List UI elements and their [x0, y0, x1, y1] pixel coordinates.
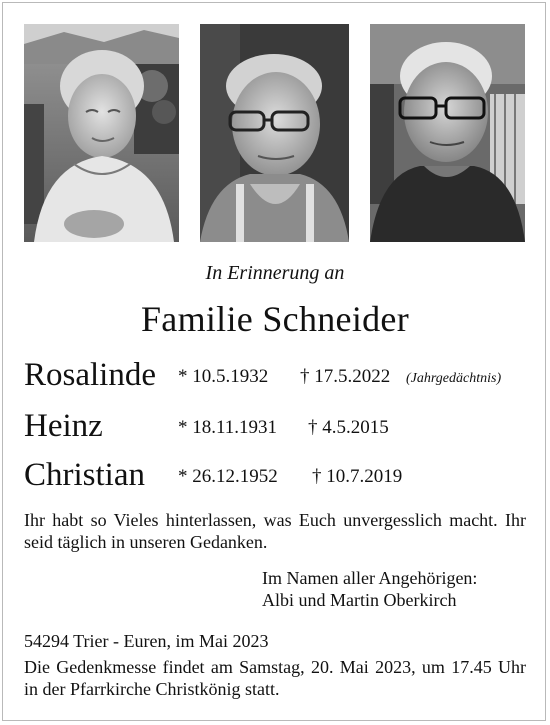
- person-name: Rosalinde: [24, 357, 156, 393]
- person-name: Heinz: [24, 408, 103, 444]
- birth-date: * 10.5.1932: [178, 366, 269, 387]
- death-date: † 10.7.2019: [312, 466, 403, 487]
- place-date: 54294 Trier - Euren, im Mai 2023: [24, 631, 269, 651]
- birth-date: * 26.12.1952: [178, 466, 278, 487]
- death-date: † 4.5.2015: [308, 417, 389, 438]
- signature-line-1: Im Namen aller Angehörigen:: [262, 568, 478, 588]
- portrait-photo-3: [370, 24, 525, 242]
- mass-notice: Die Gedenkmesse findet am Samstag, 20. Mai 2023, um 17.45 Uhr in der Pfarrkirche Christkönig statt.: [24, 657, 526, 699]
- person-name: Christian: [24, 457, 145, 493]
- portrait-photo-2: [200, 24, 349, 242]
- memorial-note: (Jahrgedächtnis): [406, 371, 502, 386]
- family-name-heading: Familie Schneider: [140, 299, 410, 339]
- signature-block: [262, 567, 532, 611]
- memorial-message: Ihr habt so Vieles hinterlassen, was Euch unvergesslich macht. Ihr seid täglich in unseren Gedanken.: [24, 510, 526, 552]
- portrait-photo-1: [24, 24, 179, 242]
- intro-text: In Erinnerung an: [205, 262, 345, 284]
- birth-date: * 18.11.1931: [178, 417, 278, 438]
- signature-line-2: Albi und Martin Oberkirch: [262, 590, 457, 610]
- death-date: † 17.5.2022: [300, 366, 391, 387]
- person-row: [24, 403, 534, 449]
- person-row: [24, 452, 534, 498]
- person-row: [24, 352, 534, 398]
